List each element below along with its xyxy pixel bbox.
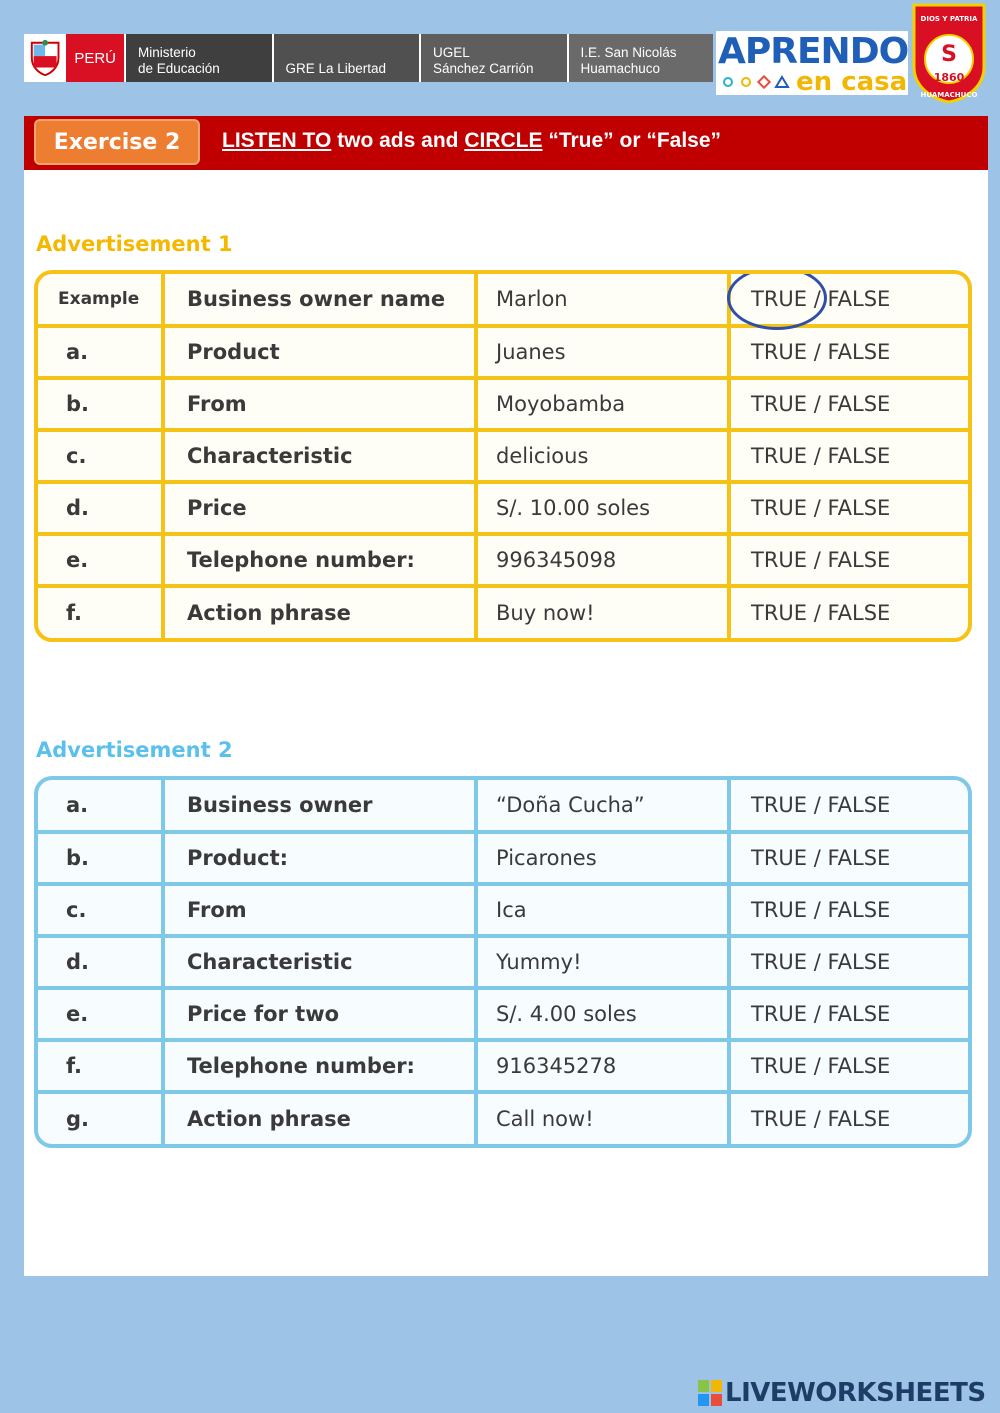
- row-value: [476, 482, 729, 534]
- liveworksheets-logo-icon: [698, 1380, 722, 1406]
- row-letter-text: b.: [66, 846, 90, 870]
- true-false-choice-text: TRUE / FALSE: [751, 496, 891, 520]
- row-letter: [38, 1092, 163, 1144]
- gre-line2: GRE La Libertad: [285, 61, 387, 76]
- true-false-choice[interactable]: [729, 534, 968, 586]
- row-label: [163, 430, 476, 482]
- row-label: [163, 482, 476, 534]
- row-label: [163, 586, 476, 638]
- row-label: [163, 936, 476, 988]
- table-row: [38, 326, 968, 378]
- row-letter: [38, 988, 163, 1040]
- row-letter: [38, 378, 163, 430]
- true-false-choice-text: TRUE / FALSE: [751, 898, 891, 922]
- peru-shield-icon: [28, 38, 62, 78]
- row-letter-text: a.: [66, 793, 89, 817]
- row-letter-text: a.: [66, 340, 89, 364]
- true-false-choice[interactable]: [729, 378, 968, 430]
- row-letter: [38, 430, 163, 482]
- row-label-text: Price for two: [187, 1002, 340, 1026]
- row-label: [163, 988, 476, 1040]
- row-value-text: Yummy!: [496, 950, 582, 974]
- true-false-choice-text: TRUE / FALSE: [751, 444, 891, 468]
- true-false-choice-text: TRUE / FALSE: [751, 601, 891, 625]
- peru-emblem-block: [24, 34, 124, 82]
- table-row: [38, 884, 968, 936]
- row-letter: [38, 274, 163, 326]
- row-letter: [38, 482, 163, 534]
- row-letter: [38, 586, 163, 638]
- svg-text:S: S: [941, 42, 957, 67]
- true-false-choice-text: TRUE / FALSE: [751, 793, 891, 817]
- row-value-text: Moyobamba: [496, 392, 626, 416]
- row-value-text: “Doña Cucha”: [496, 793, 645, 817]
- row-letter-text: d.: [66, 496, 90, 520]
- row-value: [476, 326, 729, 378]
- table-row: [38, 936, 968, 988]
- row-label-text: Product: [187, 340, 280, 364]
- row-label-text: Action phrase: [187, 1107, 351, 1131]
- row-value-text: Ica: [496, 898, 527, 922]
- row-value: [476, 988, 729, 1040]
- school-line2: Huamachuco: [580, 61, 661, 76]
- row-value: [476, 378, 729, 430]
- row-label-text: Telephone number:: [187, 548, 415, 572]
- row-value-text: Marlon: [496, 287, 568, 311]
- table-row: [38, 378, 968, 430]
- table-row: [38, 586, 968, 638]
- row-letter-text: f.: [66, 601, 82, 625]
- ministry-cell: [124, 34, 272, 82]
- row-label: [163, 378, 476, 430]
- true-false-choice-text: TRUE / FALSE: [751, 1002, 891, 1026]
- row-label-text: Business owner name: [187, 287, 446, 311]
- row-label-text: Telephone number:: [187, 1054, 415, 1078]
- row-value-text: Call now!: [496, 1107, 594, 1131]
- row-letter: [38, 780, 163, 832]
- school-crest-icon: [912, 3, 986, 103]
- row-letter: [38, 936, 163, 988]
- row-letter-text: Example: [58, 289, 140, 309]
- row-letter: [38, 1040, 163, 1092]
- aprendo-logo-text: APRENDO: [718, 31, 909, 72]
- row-letter: [38, 326, 163, 378]
- true-false-choice[interactable]: [729, 832, 968, 884]
- row-letter: [38, 534, 163, 586]
- answer-circle-mark: [727, 270, 827, 330]
- true-false-choice-text: TRUE / FALSE: [751, 287, 891, 311]
- row-value-text: Picarones: [496, 846, 597, 870]
- row-value: [476, 1092, 729, 1144]
- row-value-text: S/. 4.00 soles: [496, 1002, 637, 1026]
- en-casa-text: en casa: [796, 67, 908, 97]
- row-label: [163, 326, 476, 378]
- row-letter: [38, 884, 163, 936]
- row-value-text: delicious: [496, 444, 589, 468]
- true-false-choice[interactable]: [729, 326, 968, 378]
- aprendo-shapes-icon: [722, 75, 792, 89]
- table-row: [38, 988, 968, 1040]
- badge-motto: DIOS Y PATRIA: [920, 15, 978, 23]
- exercise-instructions: [222, 129, 721, 153]
- ugel-line2: Sánchez Carrión: [433, 61, 534, 76]
- true-false-choice[interactable]: [729, 780, 968, 832]
- advertisement-2-table: [34, 776, 972, 1148]
- row-label-text: Action phrase: [187, 601, 351, 625]
- table-row: [38, 430, 968, 482]
- row-value-text: S/. 10.00 soles: [496, 496, 651, 520]
- row-label: [163, 1040, 476, 1092]
- row-label-text: From: [187, 392, 247, 416]
- row-value-text: Juanes: [496, 340, 566, 364]
- instr-circle: CIRCLE: [464, 129, 543, 152]
- row-letter-text: f.: [66, 1054, 82, 1078]
- row-label: [163, 832, 476, 884]
- row-label-text: From: [187, 898, 247, 922]
- table-row: [38, 1092, 968, 1144]
- instr-part2: two ads and: [331, 129, 465, 152]
- true-false-choice-text: TRUE / FALSE: [751, 1054, 891, 1078]
- true-false-choice-text: TRUE / FALSE: [751, 340, 891, 364]
- row-value-text: 916345278: [496, 1054, 617, 1078]
- true-false-choice-text: TRUE / FALSE: [751, 846, 891, 870]
- peru-label: PERÚ: [66, 34, 124, 82]
- table-row: [38, 534, 968, 586]
- true-false-choice[interactable]: [729, 430, 968, 482]
- row-letter-text: e.: [66, 548, 89, 572]
- aprendo-en-casa-logo: [716, 31, 908, 95]
- table-row: [38, 1040, 968, 1092]
- row-value-text: 996345098: [496, 548, 617, 572]
- row-value: [476, 832, 729, 884]
- row-letter-text: g.: [66, 1107, 90, 1131]
- row-letter-text: d.: [66, 950, 90, 974]
- liveworksheets-brand: [698, 1378, 986, 1408]
- gre-cell: [272, 34, 420, 82]
- ministry-line1: Ministerio: [138, 45, 196, 60]
- row-label: [163, 534, 476, 586]
- row-label: [163, 884, 476, 936]
- true-false-choice-text: TRUE / FALSE: [751, 1107, 891, 1131]
- true-false-choice-text: TRUE / FALSE: [751, 950, 891, 974]
- row-letter: [38, 832, 163, 884]
- row-letter-text: c.: [66, 444, 87, 468]
- true-false-choice-text: TRUE / FALSE: [751, 392, 891, 416]
- table-row: [38, 780, 968, 832]
- exercise-tag: Exercise 2: [34, 119, 200, 165]
- row-label-text: Price: [187, 496, 247, 520]
- ugel-cell: [419, 34, 567, 82]
- instr-part4: “True” or “False”: [542, 129, 722, 152]
- true-false-choice[interactable]: [729, 936, 968, 988]
- table-row: [38, 832, 968, 884]
- table-row: [38, 274, 968, 326]
- exercise-banner: [24, 116, 988, 170]
- row-value: [476, 780, 729, 832]
- ministry-line2: de Educación: [138, 61, 220, 76]
- row-value-text: Buy now!: [496, 601, 595, 625]
- true-false-choice[interactable]: [729, 884, 968, 936]
- row-label-text: Product:: [187, 846, 289, 870]
- row-value: [476, 534, 729, 586]
- row-value: [476, 274, 729, 326]
- advertisement-2-title: Advertisement 2: [36, 738, 233, 762]
- true-false-choice[interactable]: [729, 274, 968, 326]
- row-letter-text: e.: [66, 1002, 89, 1026]
- true-false-choice[interactable]: [729, 482, 968, 534]
- row-label-text: Business owner: [187, 793, 373, 817]
- government-header: [24, 34, 713, 82]
- school-cell: [567, 34, 714, 82]
- row-letter-text: c.: [66, 898, 87, 922]
- row-label-text: Characteristic: [187, 444, 353, 468]
- badge-year: 1860: [933, 71, 965, 84]
- true-false-choice[interactable]: [729, 1092, 968, 1144]
- row-label: [163, 780, 476, 832]
- row-value: [476, 884, 729, 936]
- worksheet-page: [24, 116, 988, 1276]
- true-false-choice[interactable]: [729, 1040, 968, 1092]
- row-label-text: Characteristic: [187, 950, 353, 974]
- table-row: [38, 482, 968, 534]
- instr-listen: LISTEN TO: [222, 129, 332, 152]
- row-label: [163, 274, 476, 326]
- row-letter-text: b.: [66, 392, 90, 416]
- row-label: [163, 1092, 476, 1144]
- liveworksheets-text: LIVEWORKSHEETS: [725, 1378, 986, 1408]
- advertisement-1-title: Advertisement 1: [36, 232, 233, 256]
- row-value: [476, 430, 729, 482]
- row-value: [476, 936, 729, 988]
- true-false-choice[interactable]: [729, 988, 968, 1040]
- school-line1: I.E. San Nicolás: [580, 45, 677, 60]
- true-false-choice-text: TRUE / FALSE: [751, 548, 891, 572]
- ugel-line1: UGEL: [433, 45, 470, 60]
- advertisement-1-table: [34, 270, 972, 642]
- badge-city: HUAMACHUCO: [920, 91, 978, 99]
- row-value: [476, 1040, 729, 1092]
- row-value: [476, 586, 729, 638]
- true-false-choice[interactable]: [729, 586, 968, 638]
